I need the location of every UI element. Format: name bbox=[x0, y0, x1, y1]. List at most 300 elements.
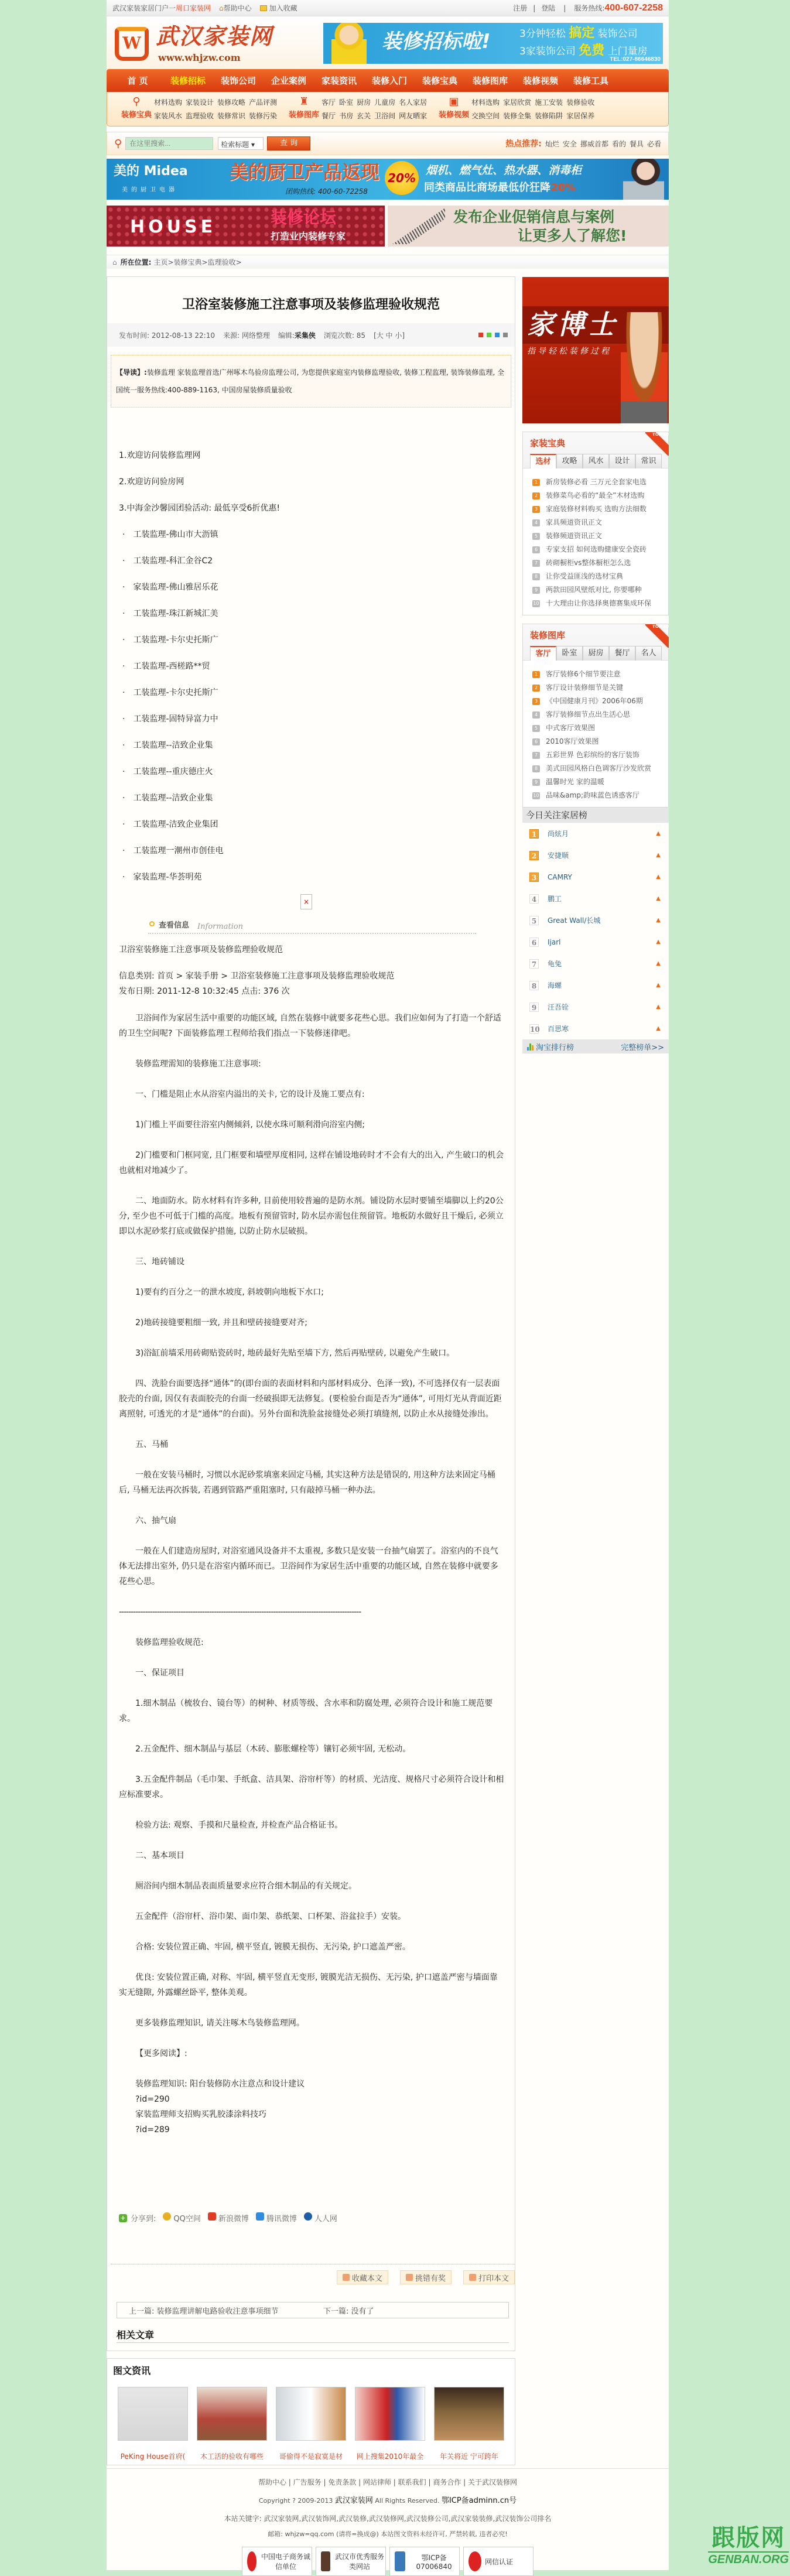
list-item bbox=[532, 668, 668, 681]
more-reading-link[interactable]: 家装监理师支招购买乳胶漆涂料技巧 bbox=[135, 2110, 266, 2119]
bullet-item bbox=[119, 627, 505, 654]
box-tab[interactable]: 厨房 bbox=[583, 646, 609, 661]
list-item-link[interactable]: 五彩世界 色彩缤纷的客厅装饰 bbox=[546, 751, 639, 759]
subnav-link[interactable]: 名人家居 bbox=[399, 98, 428, 107]
article-paragraph: 装修监理验收规范: bbox=[135, 1638, 204, 1647]
forum-title: 装修论坛 bbox=[271, 208, 337, 227]
rank-number-icon: 9 bbox=[532, 779, 540, 786]
article-paragraph: 二、地面防水。防水材料有许多种, 目前使用较普遍的是防水剂。铺设防水层时要铺至墙脚以上约20公分, 至少也不可低于门槛的高度。地板有预留管时, 防水层亦需包住预留管。地板防水做好且干燥后, 必须立即以水泥砂浆打底或做保护措施, 以防止防水层破损。 bbox=[119, 1196, 504, 1236]
badge-label: 鄂ICP备07006840 bbox=[416, 2553, 452, 2571]
help-center-link[interactable]: 帮助中心 bbox=[223, 4, 252, 12]
list-item-link[interactable]: 让你受益匪浅的选材宝典 bbox=[546, 572, 624, 580]
bullet-link[interactable]: 工装监理-西槎路**贸 bbox=[133, 662, 210, 671]
picture-news-item[interactable] bbox=[197, 2387, 267, 2461]
breadcrumb-link[interactable]: 装修宝典 bbox=[173, 258, 202, 266]
list-item-link[interactable]: 2010客厅效果图 bbox=[546, 737, 599, 745]
report-icon bbox=[406, 2274, 413, 2281]
info-en-label: Information bbox=[197, 922, 244, 931]
add-favorite-link[interactable]: 加入收藏 bbox=[269, 4, 297, 12]
article-panel bbox=[107, 276, 515, 2351]
rank-number: 4 bbox=[529, 894, 539, 904]
subnav-link[interactable]: 卧室 bbox=[339, 98, 354, 107]
taobao-ranking-link[interactable]: 淘宝排行榜 bbox=[536, 1043, 574, 1052]
subnav-group-head bbox=[436, 95, 471, 119]
divider-text: ------------------------------------------------------------------------------------------------------ bbox=[119, 1607, 361, 1617]
info-label: 查看信息 bbox=[159, 921, 190, 930]
list-item bbox=[532, 516, 668, 529]
subnav-link[interactable]: 餐厅 bbox=[322, 112, 336, 120]
intro-link[interactable]: 2.欢迎访问验房网 bbox=[119, 477, 184, 487]
search-input[interactable] bbox=[125, 137, 213, 150]
subnav-link[interactable]: 监理验收 bbox=[186, 112, 214, 120]
ranking-item bbox=[522, 974, 669, 996]
list-item-link[interactable]: 温馨时光 家的温暖 bbox=[546, 778, 604, 786]
list-item-link[interactable]: 十大理由让你选择奥德赛集成环保 bbox=[546, 599, 652, 607]
copyright: Copyright ? 2009-2013 武汉家装网 All Rights Reserved. 鄂ICP备adminn.cn号 bbox=[258, 2496, 517, 2505]
breadcrumb-sep: > bbox=[201, 258, 208, 266]
picture-thumbnail bbox=[118, 2387, 188, 2441]
list-item-link[interactable]: 装修菜鸟必看的“最全”木材选购 bbox=[546, 491, 645, 500]
bullet-link[interactable]: 工装监理-固特异富力中 bbox=[133, 714, 218, 724]
search-icon: ⚲ bbox=[132, 95, 141, 108]
breadcrumb-link[interactable]: 监理验收 bbox=[207, 258, 236, 266]
bg-color-switch[interactable] bbox=[478, 333, 508, 337]
ranking-item bbox=[522, 996, 669, 1018]
rss-icon bbox=[343, 2274, 350, 2281]
register-link[interactable]: 注册 bbox=[513, 4, 528, 12]
search-button[interactable]: 查 询 bbox=[267, 136, 310, 150]
nav-item[interactable]: 装修宝典 bbox=[422, 76, 457, 86]
article-paragraph: 1)要有约百分之一的泄水坡度, 斜坡朝向地板下水口; bbox=[135, 1288, 324, 1297]
midea-ad-banner[interactable] bbox=[107, 159, 669, 200]
rank-number-icon: 4 bbox=[532, 711, 540, 719]
rank-number-icon: 5 bbox=[532, 533, 540, 540]
bullet-item bbox=[119, 759, 505, 785]
intro-link[interactable]: 3.中海金沙馨园团验活动: 最低享受6折优惠! bbox=[119, 504, 281, 513]
more-reading-link[interactable]: ?id=290 bbox=[135, 2095, 170, 2104]
rank-number-icon: 4 bbox=[532, 519, 540, 526]
hot-word-link[interactable]: 灿烂 bbox=[545, 139, 559, 148]
bullet-item bbox=[119, 601, 505, 627]
rank-number-icon: 3 bbox=[532, 506, 540, 513]
renren-icon bbox=[304, 2212, 312, 2221]
subnav-link[interactable]: 客厅 bbox=[322, 98, 336, 107]
badge-icon bbox=[468, 2551, 481, 2571]
subnav-group-label: 装修视频 bbox=[439, 111, 470, 119]
separator: | bbox=[533, 4, 536, 12]
bullet-link[interactable]: 家装监理-华荟明苑 bbox=[133, 873, 202, 882]
subnav-links bbox=[471, 97, 594, 121]
subnav-link[interactable]: 家居欣赏 bbox=[503, 98, 532, 107]
contact-email: 邮箱: whjzw=qq.com (请将=换成@) 本站图文资料未经许可, 严禁转载, 违者必究! bbox=[268, 2530, 508, 2538]
list-item bbox=[532, 789, 668, 802]
ranking-item bbox=[522, 909, 669, 931]
ranking-item bbox=[522, 931, 669, 953]
arrow-up-icon: ▲ bbox=[656, 895, 661, 902]
box-tab[interactable]: 风水 bbox=[583, 454, 609, 468]
list-item-link[interactable]: 客厅装修细节点出生活心思 bbox=[546, 710, 631, 719]
nav-item[interactable]: 首 页 bbox=[127, 76, 148, 86]
article-guide: 【导读】:装修监理 家装监理首选广州啄木鸟验房监理公司, 为您提供家庭室内装修监理验收, 装修工程监理, 装饰装修监理, 全国统一服务热线:400-889-1163, 中国房屋装修质量验收 bbox=[111, 355, 511, 408]
lamp-icon: ♜ bbox=[299, 95, 309, 108]
home-icon: ⌂ bbox=[112, 258, 117, 266]
box-tab[interactable]: 选材 bbox=[530, 454, 556, 468]
ranking-item bbox=[522, 866, 669, 888]
hot-word-link[interactable]: 挪威首都 bbox=[580, 139, 608, 148]
list-item-link[interactable]: 砖砌橱柜vs整体橱柜怎么选 bbox=[546, 559, 631, 567]
bullet-link[interactable]: 工装监理-洁致企业集团 bbox=[133, 820, 218, 829]
badge-label: 武汉市优秀服务类网站 bbox=[335, 2553, 385, 2571]
article-paragraph: 2)门槛要和门框同宽, 且门框要和墙壁厚度相同, 这样在铺设地砖时才不会有大的出入, 产生破口的机会也就相对地减少了。 bbox=[119, 1151, 504, 1175]
ranking-item-link[interactable]: 汪吾铨 bbox=[548, 1003, 569, 1011]
list-item-link[interactable]: 两款田园风壁纸对比, 你要哪种 bbox=[546, 586, 642, 594]
bullet-link[interactable]: 工装监理-佛山市大沥镇 bbox=[133, 530, 218, 539]
box-tab[interactable]: 名人 bbox=[635, 646, 662, 661]
picture-news-item[interactable] bbox=[434, 2387, 504, 2461]
action-label: 收藏本文 bbox=[351, 2274, 382, 2283]
subnav-link[interactable]: 装修污染 bbox=[249, 112, 278, 120]
article-paragraph: 五金配件（浴帘杆、浴巾架、面巾架、恭纸架、口杯架、浴盆拉手）安装。 bbox=[135, 1912, 406, 1921]
share-target-label: 腾讯微博 bbox=[266, 2215, 297, 2223]
genban-watermark: 跟版网 GENBAN.ORG bbox=[708, 2524, 789, 2566]
login-link[interactable]: 登陆 bbox=[541, 4, 556, 12]
rank-number: 3 bbox=[529, 873, 539, 882]
sidebar bbox=[522, 277, 669, 1053]
arrow-up-icon: ▲ bbox=[656, 874, 661, 880]
info-title: 卫浴室装修施工注意事项及装修监理验收规范 bbox=[119, 945, 283, 955]
jiaboshi-ad[interactable] bbox=[522, 277, 669, 423]
picture-thumbnail bbox=[197, 2387, 267, 2441]
article-paragraph: 2)地砖接缝要粗细一致, 并且和壁砖接缝要对齐; bbox=[135, 1318, 307, 1328]
info-header bbox=[148, 918, 476, 934]
rank-number-icon: 9 bbox=[532, 587, 540, 594]
hot-word-link[interactable]: 必看 bbox=[647, 139, 661, 148]
rank-number: 9 bbox=[529, 1003, 539, 1012]
article-paragraph: 检验方法: 观察、手摸和尺量检查, 并检查产品合格证书。 bbox=[135, 1821, 343, 1830]
box-header bbox=[523, 432, 668, 468]
subnav-link[interactable]: 装修全集 bbox=[503, 112, 532, 120]
nav-item[interactable]: 装修招标 bbox=[170, 76, 206, 86]
rank-number-icon: 2 bbox=[532, 492, 540, 500]
ranking-item bbox=[522, 823, 669, 844]
header bbox=[107, 16, 669, 69]
list-item bbox=[532, 721, 668, 735]
nav-item[interactable]: 装修工具 bbox=[573, 76, 608, 86]
promo-ad[interactable] bbox=[388, 206, 669, 247]
list-item bbox=[532, 583, 668, 597]
list-item bbox=[532, 502, 668, 516]
bullet-link[interactable]: 工装监理-卡尔史托斯广 bbox=[133, 688, 218, 697]
subnav-link[interactable]: 卫浴间 bbox=[374, 112, 396, 120]
top10-ribbon: TOP 10 bbox=[645, 432, 669, 456]
list-item-link[interactable]: 中式客厅效果图 bbox=[546, 724, 596, 732]
today-ranking bbox=[522, 808, 669, 1053]
bullet-item bbox=[119, 864, 505, 891]
bookmark-button[interactable] bbox=[337, 2270, 388, 2284]
rank-number-icon: 3 bbox=[532, 698, 540, 705]
article-paragraph: 合格: 安装位置正确、牢固, 横平竖直, 镀膜无损伤、无污染, 护口遮盖严密。 bbox=[135, 1942, 411, 1952]
share-qzone-link[interactable] bbox=[163, 2212, 200, 2223]
list-item-link[interactable]: 家具频道资讯正文 bbox=[546, 518, 603, 526]
bullet-link[interactable]: 工装监理-珠江新城汇美 bbox=[133, 609, 218, 618]
breadcrumb-link[interactable]: 主页 bbox=[153, 258, 168, 266]
list-item-link[interactable]: 新房装修必看 三万元全套家电选 bbox=[546, 478, 647, 486]
picture-news-title: 图文资讯 bbox=[113, 2365, 151, 2376]
trust-badge[interactable] bbox=[389, 2547, 460, 2576]
weibo-icon bbox=[208, 2212, 216, 2221]
ranking-item-link[interactable]: 龟兔 bbox=[548, 960, 562, 968]
bullet-dot: · bbox=[122, 635, 125, 645]
nav-item[interactable]: 装修视频 bbox=[522, 76, 558, 86]
search-scope-select[interactable]: 检索标题 ▾ bbox=[218, 137, 264, 150]
banner-tel: TEL:027-86646830 bbox=[610, 56, 661, 63]
logo-url: www.whjzw.com bbox=[158, 52, 241, 63]
nav-item[interactable]: 家装资讯 bbox=[321, 76, 357, 86]
subnav-link[interactable]: 交换空间 bbox=[471, 112, 500, 120]
trust-badge[interactable] bbox=[242, 2547, 312, 2576]
box-header bbox=[523, 624, 668, 661]
box-tab[interactable]: 攻略 bbox=[556, 454, 583, 468]
list-item-link[interactable]: 家庭装修材料购买 选购方法细数 bbox=[546, 505, 647, 513]
banner-line2: 3家装饰公司 免费 上门量房 bbox=[519, 43, 648, 58]
picture-news-item[interactable] bbox=[276, 2387, 346, 2461]
rank-number: 1 bbox=[529, 829, 539, 839]
bullet-dot: · bbox=[122, 688, 125, 697]
box-tabs bbox=[530, 454, 662, 468]
ranking-item-link[interactable]: 海螺 bbox=[548, 981, 562, 990]
bullet-dot: · bbox=[122, 741, 125, 750]
more-reading-link[interactable]: ?id=289 bbox=[135, 2125, 170, 2134]
bullet-item bbox=[119, 785, 505, 812]
ranking-item-link[interactable]: 百思寒 bbox=[548, 1025, 569, 1033]
top-bar bbox=[107, 0, 669, 16]
gallery-top10 bbox=[522, 624, 669, 808]
nav-item[interactable]: 装修图库 bbox=[472, 76, 508, 86]
model-image bbox=[623, 159, 664, 200]
main-nav bbox=[107, 69, 669, 92]
bullet-dot: · bbox=[122, 662, 125, 671]
trust-badge[interactable] bbox=[463, 2547, 533, 2576]
article-paragraph: 3)浴缸前墙采用砖砌贴瓷砖时, 地砖最好先贴至墙下方, 然后再贴壁砖, 以避免产生破口。 bbox=[135, 1349, 455, 1358]
share-tencent-weibo-link[interactable] bbox=[256, 2212, 297, 2223]
article-paragraph: 1.细木制品（梳妆台、镜台等）的树种、材质等级、含水率和防腐处理, 必须符合设计和施工规范要求。 bbox=[119, 1699, 493, 1723]
subnav-link[interactable]: 家装风水 bbox=[154, 112, 183, 120]
box-tab[interactable]: 常识 bbox=[635, 454, 662, 468]
list-item-link[interactable]: 品味&amp;韵味蓝色诱惑客厅 bbox=[546, 791, 640, 799]
site-logo[interactable] bbox=[115, 23, 273, 64]
next-article-link[interactable]: 下一篇: 没有了 bbox=[323, 2307, 374, 2316]
subnav-link[interactable]: 网友晒家 bbox=[399, 112, 428, 120]
list-item-link[interactable]: 专家支招 如何选购健康安全瓷砖 bbox=[546, 545, 647, 553]
picture-caption: 哥偷得不是寂寞是材 bbox=[279, 2452, 343, 2461]
subnav-link[interactable]: 装修验收 bbox=[566, 98, 595, 107]
action-label: 打印本文 bbox=[478, 2274, 509, 2283]
baodian-top10 bbox=[522, 432, 669, 615]
promo-line2: 让更多人了解您! bbox=[518, 227, 627, 244]
promo-line1: 发布企业促销信息与案例 bbox=[453, 208, 615, 225]
subnav-link[interactable]: 装修常识 bbox=[217, 112, 246, 120]
local-site-link[interactable]: 周口家装网 bbox=[176, 4, 211, 12]
bullet-dot: · bbox=[122, 767, 125, 776]
site-keywords: 本站关键字: 武汉家装网,武汉装饰网,武汉装修,武汉装修网,武汉装修公司,武汉家装装修,武汉装饰公司排名 bbox=[224, 2515, 552, 2523]
more-reading-link[interactable]: 装修监理知识: 阳台装修防水注意点和设计建议 bbox=[135, 2079, 305, 2089]
box-tab[interactable]: 餐厅 bbox=[609, 646, 635, 661]
nav-item[interactable]: 企业案例 bbox=[271, 76, 306, 86]
hot-recommend-label: 热点推荐: bbox=[505, 139, 542, 149]
print-button[interactable] bbox=[463, 2270, 515, 2284]
trust-badges bbox=[107, 2547, 669, 2576]
bullet-link[interactable]: 工装监理-科汇金谷C2 bbox=[133, 556, 213, 566]
ranking-item-link[interactable]: Great Wall/长城 bbox=[548, 916, 601, 925]
bullet-link[interactable]: 工装监理一潮州市创佳电 bbox=[133, 846, 224, 856]
editor: 编辑:采集侠 bbox=[278, 331, 316, 340]
bullet-dot: · bbox=[122, 846, 125, 856]
subnav-group bbox=[286, 95, 427, 126]
midea-products: 烟机、燃气灶、热水器、消毒柜 bbox=[426, 164, 582, 177]
ranking-item-link[interactable]: CAMRY bbox=[548, 873, 572, 881]
print-icon bbox=[469, 2274, 476, 2281]
box-list bbox=[523, 661, 668, 802]
picture-caption: 木工活的验收有哪些 bbox=[200, 2452, 264, 2461]
bullet-dot: · bbox=[122, 793, 125, 803]
hot-word-link[interactable]: 餐具 bbox=[629, 139, 644, 148]
rank-number: 10 bbox=[530, 1025, 540, 1034]
bullet-dot: · bbox=[122, 609, 125, 618]
share-weibo-link[interactable] bbox=[208, 2212, 249, 2223]
subnav-link[interactable]: 材料选购 bbox=[154, 98, 183, 107]
crowd-image bbox=[392, 208, 445, 244]
full-ranking-link[interactable]: 完整榜单>> bbox=[621, 1043, 664, 1052]
intro-link[interactable]: 1.欢迎访问装修监理网 bbox=[119, 451, 201, 460]
nav-item[interactable]: 装饰公司 bbox=[220, 76, 256, 86]
subnav-link[interactable]: 家居保养 bbox=[566, 112, 595, 120]
subnav-link[interactable]: 书房 bbox=[339, 112, 354, 120]
subnav-link[interactable]: 家装设计 bbox=[186, 98, 214, 107]
arrow-up-icon: ▲ bbox=[656, 960, 661, 967]
qzone-icon bbox=[163, 2212, 171, 2221]
site-intro: 武汉家装家居门户一 bbox=[112, 4, 176, 12]
subnav-link[interactable]: 儿童房 bbox=[374, 98, 396, 107]
box-tab[interactable]: 设计 bbox=[609, 454, 635, 468]
bullet-item bbox=[119, 733, 505, 759]
bullet-dot: · bbox=[122, 820, 125, 829]
banner-title: 装修招标啦! bbox=[382, 30, 491, 53]
video-icon: ▣ bbox=[449, 95, 459, 108]
rank-number-icon: 10 bbox=[533, 600, 539, 606]
bullet-dot: · bbox=[122, 530, 125, 539]
page-container bbox=[107, 0, 669, 2570]
article-paragraph: 一、保证项目 bbox=[135, 1668, 184, 1678]
box-tab[interactable]: 卧室 bbox=[556, 646, 583, 661]
rank-number-icon: 7 bbox=[532, 560, 540, 567]
share-label: 分享到: bbox=[131, 2215, 156, 2223]
forum-ad[interactable] bbox=[107, 206, 385, 247]
cartoon-man-image bbox=[621, 312, 668, 423]
rank-number-icon: 8 bbox=[532, 573, 540, 580]
subnav-link[interactable]: 材料选购 bbox=[471, 98, 500, 107]
list-item-link[interactable]: 《中国健康月刊》2006年06期 bbox=[546, 697, 643, 705]
share-target-label: 人人网 bbox=[314, 2215, 337, 2223]
breadcrumb-sep: > bbox=[235, 258, 242, 266]
list-item-link[interactable]: 装修频道资讯正文 bbox=[546, 532, 603, 540]
font-size-switch[interactable]: [大 中 小] bbox=[374, 331, 405, 340]
list-item-link[interactable]: 客厅装修6个细节要注意 bbox=[546, 670, 621, 678]
subnav-group bbox=[436, 95, 594, 126]
report-error-button[interactable] bbox=[400, 2270, 452, 2284]
hot-word-link[interactable]: 看的 bbox=[611, 139, 626, 148]
bullet-item bbox=[119, 574, 505, 601]
ranking-item-link[interactable]: 尚炫月 bbox=[548, 830, 569, 838]
ranking-item-link[interactable]: Ijarl bbox=[548, 938, 561, 946]
article-paragraph: 一、门槛是阻止水从浴室内溢出的关卡, 它的设计及施工要点有: bbox=[135, 1090, 365, 1099]
article-paragraph: 【更多阅读】: bbox=[135, 2049, 187, 2058]
arrow-up-icon: ▲ bbox=[656, 982, 661, 988]
subnav-link[interactable]: 装修攻略 bbox=[217, 98, 246, 107]
bullet-dot: · bbox=[122, 873, 125, 882]
box-list bbox=[523, 468, 668, 610]
nav-item[interactable]: 装修入门 bbox=[371, 76, 407, 86]
arrow-up-icon: ▲ bbox=[656, 1025, 661, 1032]
bullet-link[interactable]: 工装监理--重庆德庄火 bbox=[133, 767, 213, 776]
list-item-link[interactable]: 美式田园风格白色调客厅沙发欣赏 bbox=[546, 764, 652, 772]
bullet-link[interactable]: 工装监理--洁致企业集 bbox=[133, 793, 213, 803]
subnav-group bbox=[119, 95, 277, 126]
badge-icon bbox=[395, 2551, 405, 2571]
hot-word-link[interactable]: 安全 bbox=[562, 139, 577, 148]
list-item bbox=[532, 735, 668, 748]
ranking-item-link[interactable]: 安捷顺 bbox=[548, 851, 569, 860]
subnav-link[interactable]: 厨房 bbox=[357, 98, 371, 107]
list-item-link[interactable]: 客厅设计装修细节是关键 bbox=[546, 683, 624, 692]
article-paragraph: 卫浴间作为家居生活中重要的功能区域, 自然在装修中就要多花些心思。我们应如何为了打造一个舒适的卫生空间呢? 下面装修监理工程师给我们指点一下装修迷律吧。 bbox=[119, 1014, 501, 1038]
midea-slogan: 同类商品比商场最低价狂降20% bbox=[424, 182, 576, 194]
subnav-link[interactable]: 装修陷阱 bbox=[535, 112, 563, 120]
picture-news-item[interactable] bbox=[118, 2387, 188, 2461]
bullet-dot: · bbox=[122, 714, 125, 724]
bullet-link[interactable]: 工装监理--洁致企业集 bbox=[133, 741, 213, 750]
footer-links[interactable]: 帮助中心 | 广告服务 | 免责条款 | 网站律师 | 联系我们 | 商务合作 | 关于武汉装修网 bbox=[258, 2478, 518, 2486]
picture-news-item[interactable] bbox=[355, 2387, 425, 2461]
article-paragraph: 三、地砖铺设 bbox=[135, 1257, 184, 1267]
rank-number-icon: 5 bbox=[532, 725, 540, 732]
trust-badge[interactable] bbox=[316, 2547, 386, 2576]
article-paragraph: 六、抽气扇 bbox=[135, 1516, 176, 1525]
bullet-link[interactable]: 家装监理-佛山雅居乐花 bbox=[133, 583, 218, 592]
subnav-link[interactable]: 玄关 bbox=[357, 112, 371, 120]
ranking-item bbox=[522, 844, 669, 866]
ranking-item-link[interactable]: 鹏工 bbox=[548, 895, 562, 903]
article-paragraph: 厕浴间内细木制品表面质量要求应符合细木制品的有关规定。 bbox=[135, 1881, 357, 1891]
picture-thumbnail bbox=[434, 2387, 504, 2441]
ranking-item bbox=[522, 953, 669, 974]
info-date: 发布日期: 2011-12-8 10:32:45 点击: 376 次 bbox=[119, 987, 290, 996]
share-target-label: 新浪微博 bbox=[218, 2215, 249, 2223]
bullet-dot: · bbox=[122, 583, 125, 592]
subnav-link[interactable]: 施工安装 bbox=[535, 98, 563, 107]
subnav-link[interactable]: 产品评测 bbox=[249, 98, 278, 107]
picture-caption: PeKing House首府( bbox=[120, 2452, 186, 2461]
prev-article-link[interactable]: 上一篇: 装修监理讲解电路验收注意事项细节 bbox=[129, 2307, 279, 2316]
bidding-banner[interactable] bbox=[323, 23, 663, 64]
bullet-item bbox=[119, 522, 505, 548]
search-bar bbox=[107, 132, 669, 155]
bullet-link[interactable]: 工装监理-卡尔史托斯广 bbox=[133, 635, 218, 645]
badge-label: 网信认证 bbox=[485, 2557, 514, 2566]
list-item bbox=[532, 762, 668, 775]
box-tab[interactable]: 客厅 bbox=[530, 646, 556, 661]
share-renren-link[interactable] bbox=[304, 2212, 337, 2223]
arrow-up-icon: ▲ bbox=[656, 852, 661, 858]
